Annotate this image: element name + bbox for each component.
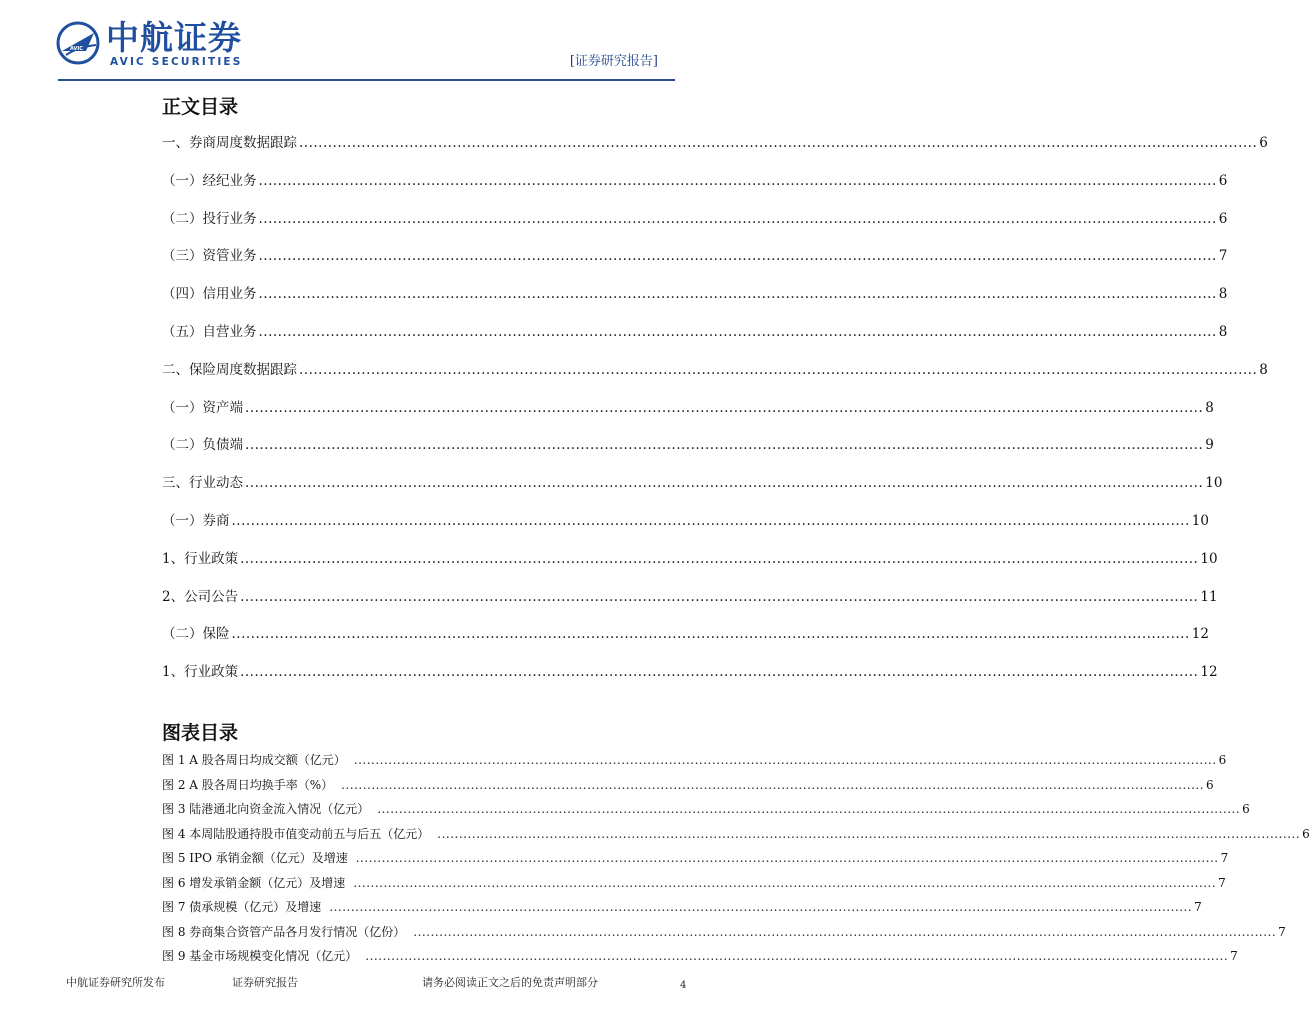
toc-leader-dots: ........................................................................................................................................................................................................	[240, 550, 1199, 567]
figure-item[interactable]	[162, 825, 1310, 843]
toc-leader-dots: ........................................................................................................................................................................................................	[258, 172, 1217, 189]
figure-item-page: 6	[1242, 802, 1250, 816]
figure-item-page: 6	[1302, 826, 1310, 841]
toc-leader-dots: ........................................................................................................................................................................................................	[240, 588, 1199, 605]
figure-item-label: 图 1 A 股各周日均成交额（亿元）	[162, 753, 346, 767]
toc-leader-dots: ........................................................................................................................................................................................................	[299, 135, 1258, 151]
toc-item[interactable]	[162, 358, 1268, 378]
toc-item-page: 8	[1259, 361, 1268, 378]
toc-item-number: （一）	[162, 513, 203, 529]
figure-item-page: 6	[1218, 753, 1227, 767]
toc-item-page: 8	[1218, 324, 1228, 340]
figure-item-label: 图 9 基金市场规模变化情况（亿元）	[162, 949, 358, 963]
toc-item-page: 10	[1191, 513, 1209, 529]
toc-item[interactable]	[162, 244, 1228, 265]
toc-item[interactable]	[162, 320, 1228, 340]
toc-item[interactable]	[162, 622, 1209, 643]
toc-item-page: 10	[1205, 475, 1223, 492]
toc-item[interactable]	[162, 660, 1218, 681]
logo-english-name: AVIC SECURITIES	[110, 56, 243, 68]
figure-leader-dots: ........................................................................................................................................................................................................	[413, 924, 1277, 939]
footer-publisher: 中航证券研究所发布	[66, 976, 165, 989]
figure-leader-dots: ........................................................................................................................................................................................................	[377, 802, 1241, 816]
toc-leader-dots: ........................................................................................................................................................................................................	[245, 437, 1204, 454]
footer-disclaimer: 请务必阅读正文之后的免责声明部分	[422, 976, 598, 989]
figure-item-page: 7	[1220, 851, 1229, 865]
toc-item-label: 公司公告	[184, 588, 239, 605]
toc-leader-dots: ........................................................................................................................................................................................................	[245, 475, 1204, 492]
toc-leader-dots: ........................................................................................................................................................................................................	[258, 286, 1217, 303]
toc-leader-dots: ........................................................................................................................................................................................................	[240, 664, 1199, 681]
toc-item-label: 行业政策	[184, 664, 239, 681]
toc-item-number: 三、	[162, 475, 189, 492]
logo-chinese-name: 中航证券	[106, 18, 242, 57]
figure-leader-dots: ........................................................................................................................................................................................................	[353, 875, 1217, 890]
toc-leader-dots: ........................................................................................................................................................................................................	[258, 248, 1217, 265]
toc-item-number: 1、	[162, 550, 185, 567]
toc-item-number: 1、	[162, 664, 185, 681]
toc-leader-dots: ........................................................................................................................................................................................................	[245, 399, 1204, 416]
page-header	[0, 0, 724, 82]
toc-item[interactable]	[162, 547, 1218, 567]
toc-item-label: 行业动态	[189, 475, 243, 492]
toc-item-number: （二）	[162, 626, 203, 643]
figure-leader-dots: ........................................................................................................................................................................................................	[329, 900, 1193, 914]
figure-item-page: 7	[1194, 900, 1202, 914]
toc-item-label: 保险	[202, 626, 230, 643]
figure-item-label: 图 4 本周陆股通持股市值变动前五与后五（亿元）	[162, 826, 430, 841]
toc-leader-dots: ........................................................................................................................................................................................................	[231, 513, 1190, 529]
toc-item[interactable]	[162, 207, 1228, 227]
figure-leader-dots: ........................................................................................................................................................................................................	[353, 753, 1217, 767]
avic-plane-logo-icon	[56, 21, 100, 65]
toc-item-page: 10	[1200, 550, 1218, 567]
figure-leader-dots: ........................................................................................................................................................................................................	[341, 777, 1205, 792]
toc-item-page: 6	[1259, 135, 1268, 151]
figure-leader-dots: ........................................................................................................................................................................................................	[437, 826, 1301, 841]
figure-item[interactable]	[162, 849, 1229, 867]
toc-item[interactable]	[162, 471, 1223, 492]
footer-report-type: 证券研究报告	[232, 976, 298, 989]
figure-item-label: 图 2 A 股各周日均换手率（%）	[162, 777, 334, 792]
toc-item[interactable]	[162, 509, 1209, 529]
toc-item-label: 信用业务	[202, 286, 257, 303]
figure-item-label: 图 3 陆港通北向资金流入情况（亿元）	[162, 802, 370, 816]
figure-leader-dots: ........................................................................................................................................................................................................	[365, 949, 1229, 963]
figure-item-label: 图 6 增发承销金额（亿元）及增速	[162, 875, 346, 890]
toc-item-page: 12	[1200, 664, 1218, 681]
toc-item-page: 9	[1205, 437, 1214, 454]
figure-item-label: 图 5 IPO 承销金额（亿元）及增速	[162, 851, 348, 865]
figure-leader-dots: ........................................................................................................................................................................................................	[355, 851, 1219, 865]
figure-item-label: 图 8 券商集合资管产品各月发行情况（亿份）	[162, 924, 406, 939]
figure-item-page: 6	[1206, 777, 1214, 792]
toc-item-number: 一、	[162, 135, 189, 151]
toc-item[interactable]	[162, 585, 1218, 605]
page-footer	[0, 974, 724, 994]
toc-item[interactable]	[162, 433, 1214, 454]
toc-item-label: 资产端	[202, 399, 243, 416]
toc-item-label: 券商周度数据跟踪	[189, 135, 297, 151]
toc-item-page: 12	[1191, 626, 1209, 643]
figure-item[interactable]	[162, 776, 1214, 794]
figures-title: 图表目录	[162, 722, 239, 744]
figure-item[interactable]	[162, 898, 1202, 916]
toc-item-label: 券商	[202, 513, 230, 529]
toc-item-number: （三）	[162, 248, 203, 265]
report-type-tag: [证券研究报告]	[569, 54, 658, 69]
toc-leader-dots: ........................................................................................................................................................................................................	[258, 324, 1217, 340]
toc-item-page: 11	[1200, 588, 1218, 605]
toc-leader-dots: ........................................................................................................................................................................................................	[299, 361, 1258, 378]
figure-item[interactable]	[162, 874, 1226, 892]
toc-leader-dots: ........................................................................................................................................................................................................	[258, 210, 1217, 227]
figure-item[interactable]	[162, 800, 1250, 818]
toc-item-number: （四）	[162, 286, 203, 303]
toc-item-number: 2、	[162, 588, 185, 605]
toc-item-number: （二）	[162, 210, 203, 227]
toc-item-label: 经纪业务	[202, 172, 257, 189]
toc-item-label: 投行业务	[202, 210, 257, 227]
logo-mark-text: AVIC	[70, 46, 83, 52]
toc-item-label: 负债端	[202, 437, 243, 454]
toc-leader-dots: ........................................................................................................................................................................................................	[231, 626, 1190, 643]
toc-item[interactable]	[162, 131, 1268, 151]
figure-item[interactable]	[162, 751, 1227, 769]
figure-item-label: 图 7 债承规模（亿元）及增速	[162, 900, 322, 914]
figure-item-page: 7	[1278, 924, 1286, 939]
toc-item[interactable]	[162, 169, 1228, 189]
toc-item[interactable]	[162, 282, 1228, 303]
toc-item-page: 6	[1218, 210, 1228, 227]
toc-title: 正文目录	[162, 96, 239, 118]
toc-item-label: 保险周度数据跟踪	[189, 361, 297, 378]
toc-item-number: （一）	[162, 172, 203, 189]
toc-item-label: 资管业务	[202, 248, 257, 265]
toc-item-page: 8	[1205, 399, 1214, 416]
toc-item-number: （二）	[162, 437, 203, 454]
toc-item-page: 8	[1218, 286, 1228, 303]
toc-item[interactable]	[162, 396, 1214, 416]
toc-item-page: 6	[1218, 172, 1228, 189]
figure-item-page: 7	[1230, 949, 1238, 963]
toc-item-label: 行业政策	[184, 550, 239, 567]
figure-item[interactable]	[162, 923, 1286, 941]
toc-item-number: （五）	[162, 324, 203, 340]
header-divider	[58, 79, 675, 81]
figure-item-page: 7	[1218, 875, 1226, 890]
toc-item-number: （一）	[162, 399, 203, 416]
figure-item[interactable]	[162, 947, 1238, 965]
toc-item-number: 二、	[162, 361, 189, 378]
toc-item-label: 自营业务	[202, 324, 257, 340]
toc-item-page: 7	[1218, 248, 1228, 265]
page-number: 4	[680, 980, 687, 991]
